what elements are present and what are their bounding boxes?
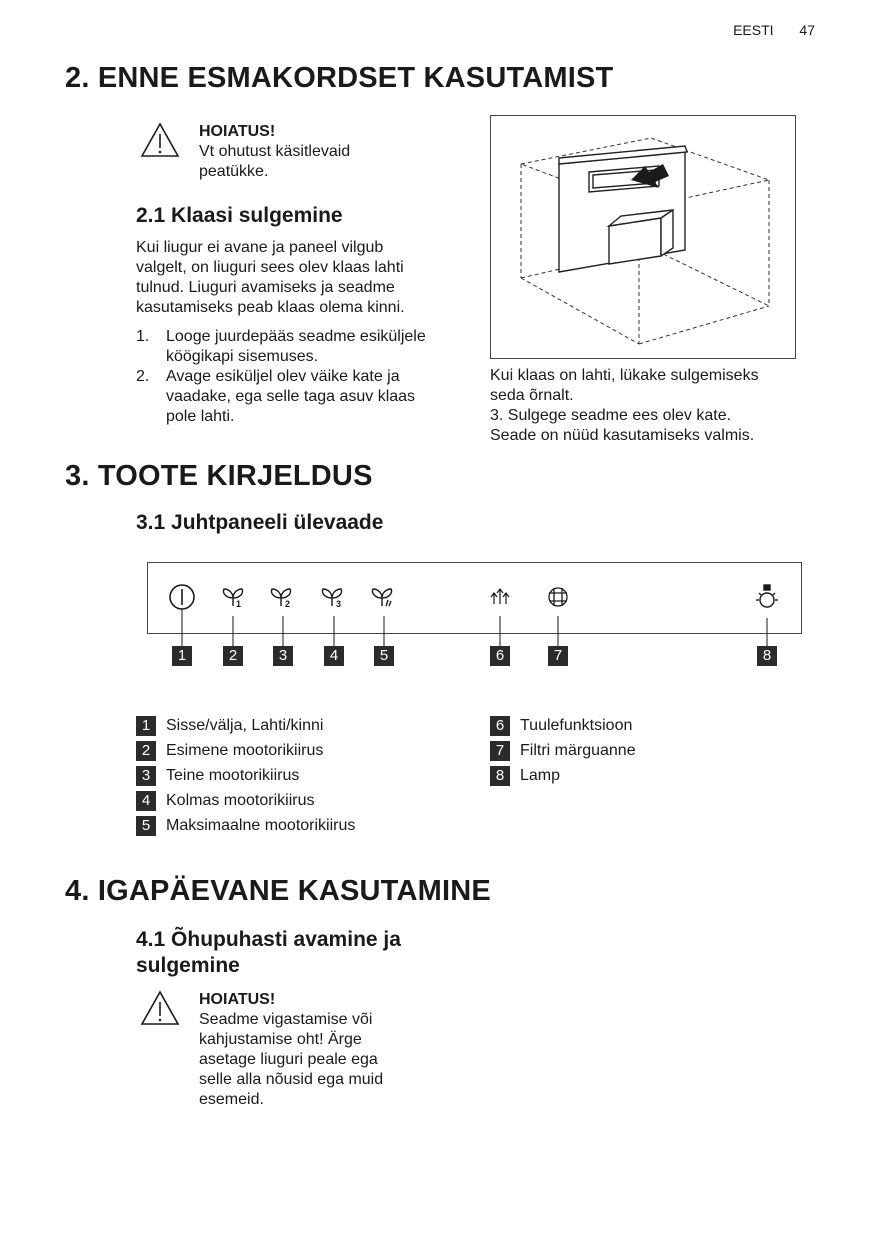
warning-line: Vt ohutust käsitlevaid [199,143,351,160]
warning-text-1 [199,122,350,182]
subsection-2-1-title: 2.1 Klaasi sulgemine [136,204,343,227]
legend-number: 4 [136,791,156,811]
warning-line: Seadme vigastamise või [199,1011,373,1028]
caption-line: seda õrnalt. [490,387,574,404]
filter-grid-icon [549,588,567,606]
warning-line: selle alla nõusid ega muid [199,1071,384,1088]
legend-label: Esimene mootorikiirus [166,742,324,759]
warning-line: esemeid. [199,1091,264,1108]
step-line: pole lahti. [166,408,235,425]
legend-number: 1 [136,716,156,736]
fan-speed-1-icon [223,589,242,609]
fan-speed-2-icon [271,589,290,609]
section-2-title: 2. ENNE ESMAKORDSET KASUTAMIST [65,62,614,94]
steps-list [136,327,476,427]
callout-3: 3 [273,646,293,666]
subsection-4-1-title [136,927,401,979]
figure-caption [490,366,810,446]
fan-max-icon [372,589,391,606]
warning-line: asetage liuguri peale ega [199,1051,378,1068]
step-item [136,327,476,367]
legend-item [136,791,355,816]
legend-label: Filtri märguanne [520,742,636,759]
fan-digit: 3 [336,599,342,609]
legend-number: 6 [490,716,510,736]
page-number: 47 [799,22,815,38]
warning-title: HOIATUS! [199,991,276,1008]
section-3-title: 3. TOOTE KIRJELDUS [65,460,373,492]
warning-icon [140,990,180,1026]
fan-digit: 1 [236,599,242,609]
legend-label: Maksimaalne mootorikiirus [166,817,356,834]
legend-number: 8 [490,766,510,786]
legend-left [136,716,355,841]
step-item [136,367,476,427]
callout-4: 4 [324,646,344,666]
step-line: Avage esiküljel olev väike kate ja [166,368,400,385]
legend-item [490,741,636,766]
warning-title: HOIATUS! [199,123,276,140]
legend-item [490,766,636,791]
step-line: vaadake, ega selle taga asuv klaas [166,388,416,405]
warning-text-2 [199,990,383,1110]
step-number: 2. [136,368,150,385]
step-line: köögikapi sisemuses. [166,348,319,365]
callout-7: 7 [548,646,568,666]
section-4-title: 4. IGAPÄEVANE KASUTAMINE [65,875,491,907]
subsection-3-1-title: 3.1 Juhtpaneeli ülevaade [136,511,384,534]
legend-item [136,766,355,791]
warning-line: peatükke. [199,163,269,180]
legend-item [136,741,355,766]
callout-8: 8 [757,646,777,666]
legend-number: 2 [136,741,156,761]
caption-line: Seade on nüüd kasutamiseks valmis. [490,427,755,444]
subsection-title-line: sulgemine [136,954,240,977]
warning-line: kahjustamise oht! Ärge [199,1031,362,1048]
para-line: valgelt, on liuguri sees olev klaas lahti [136,259,404,276]
callout-5: 5 [374,646,394,666]
legend-item [490,716,636,741]
legend-item [136,816,355,841]
glass-closing-illustration [490,115,796,359]
fan-speed-3-icon [322,589,341,609]
breeze-icon [491,589,509,604]
legend-label: Sisse/välja, Lahti/kinni [166,717,324,734]
cabinet-drawing [491,116,795,358]
legend-label: Teine mootorikiirus [166,767,300,784]
page-header [711,22,815,38]
legend-item [136,716,355,741]
control-panel-icons [0,560,875,670]
lamp-icon [756,585,778,607]
subsection-title-line: 4.1 Õhupuhasti avamine ja [136,928,401,951]
legend-right [490,716,636,791]
para-line: kasutamiseks peab klaas olema kinni. [136,299,405,316]
para-line: Kui liugur ei avane ja paneel vilgub [136,239,384,256]
legend-number: 5 [136,816,156,836]
fan-digit: 2 [285,599,291,609]
intro-paragraph [136,238,476,318]
callout-2: 2 [223,646,243,666]
callout-6: 6 [490,646,510,666]
legend-label: Tuulefunktsioon [520,717,633,734]
legend-number: 7 [490,741,510,761]
caption-line: 3. Sulgege seadme ees olev kate. [490,407,732,424]
legend-label: Lamp [520,767,561,784]
step-line: Looge juurdepääs seadme esiküljele [166,328,426,345]
power-icon [170,585,194,609]
header-language: EESTI [733,22,774,38]
para-line: tulnud. Liuguri avamiseks ja seadme [136,279,395,296]
legend-label: Kolmas mootorikiirus [166,792,315,809]
step-number: 1. [136,328,150,345]
callout-1: 1 [172,646,192,666]
warning-icon [140,122,180,158]
legend-number: 3 [136,766,156,786]
caption-line: Kui klaas on lahti, lükake sulgemiseks [490,367,759,384]
